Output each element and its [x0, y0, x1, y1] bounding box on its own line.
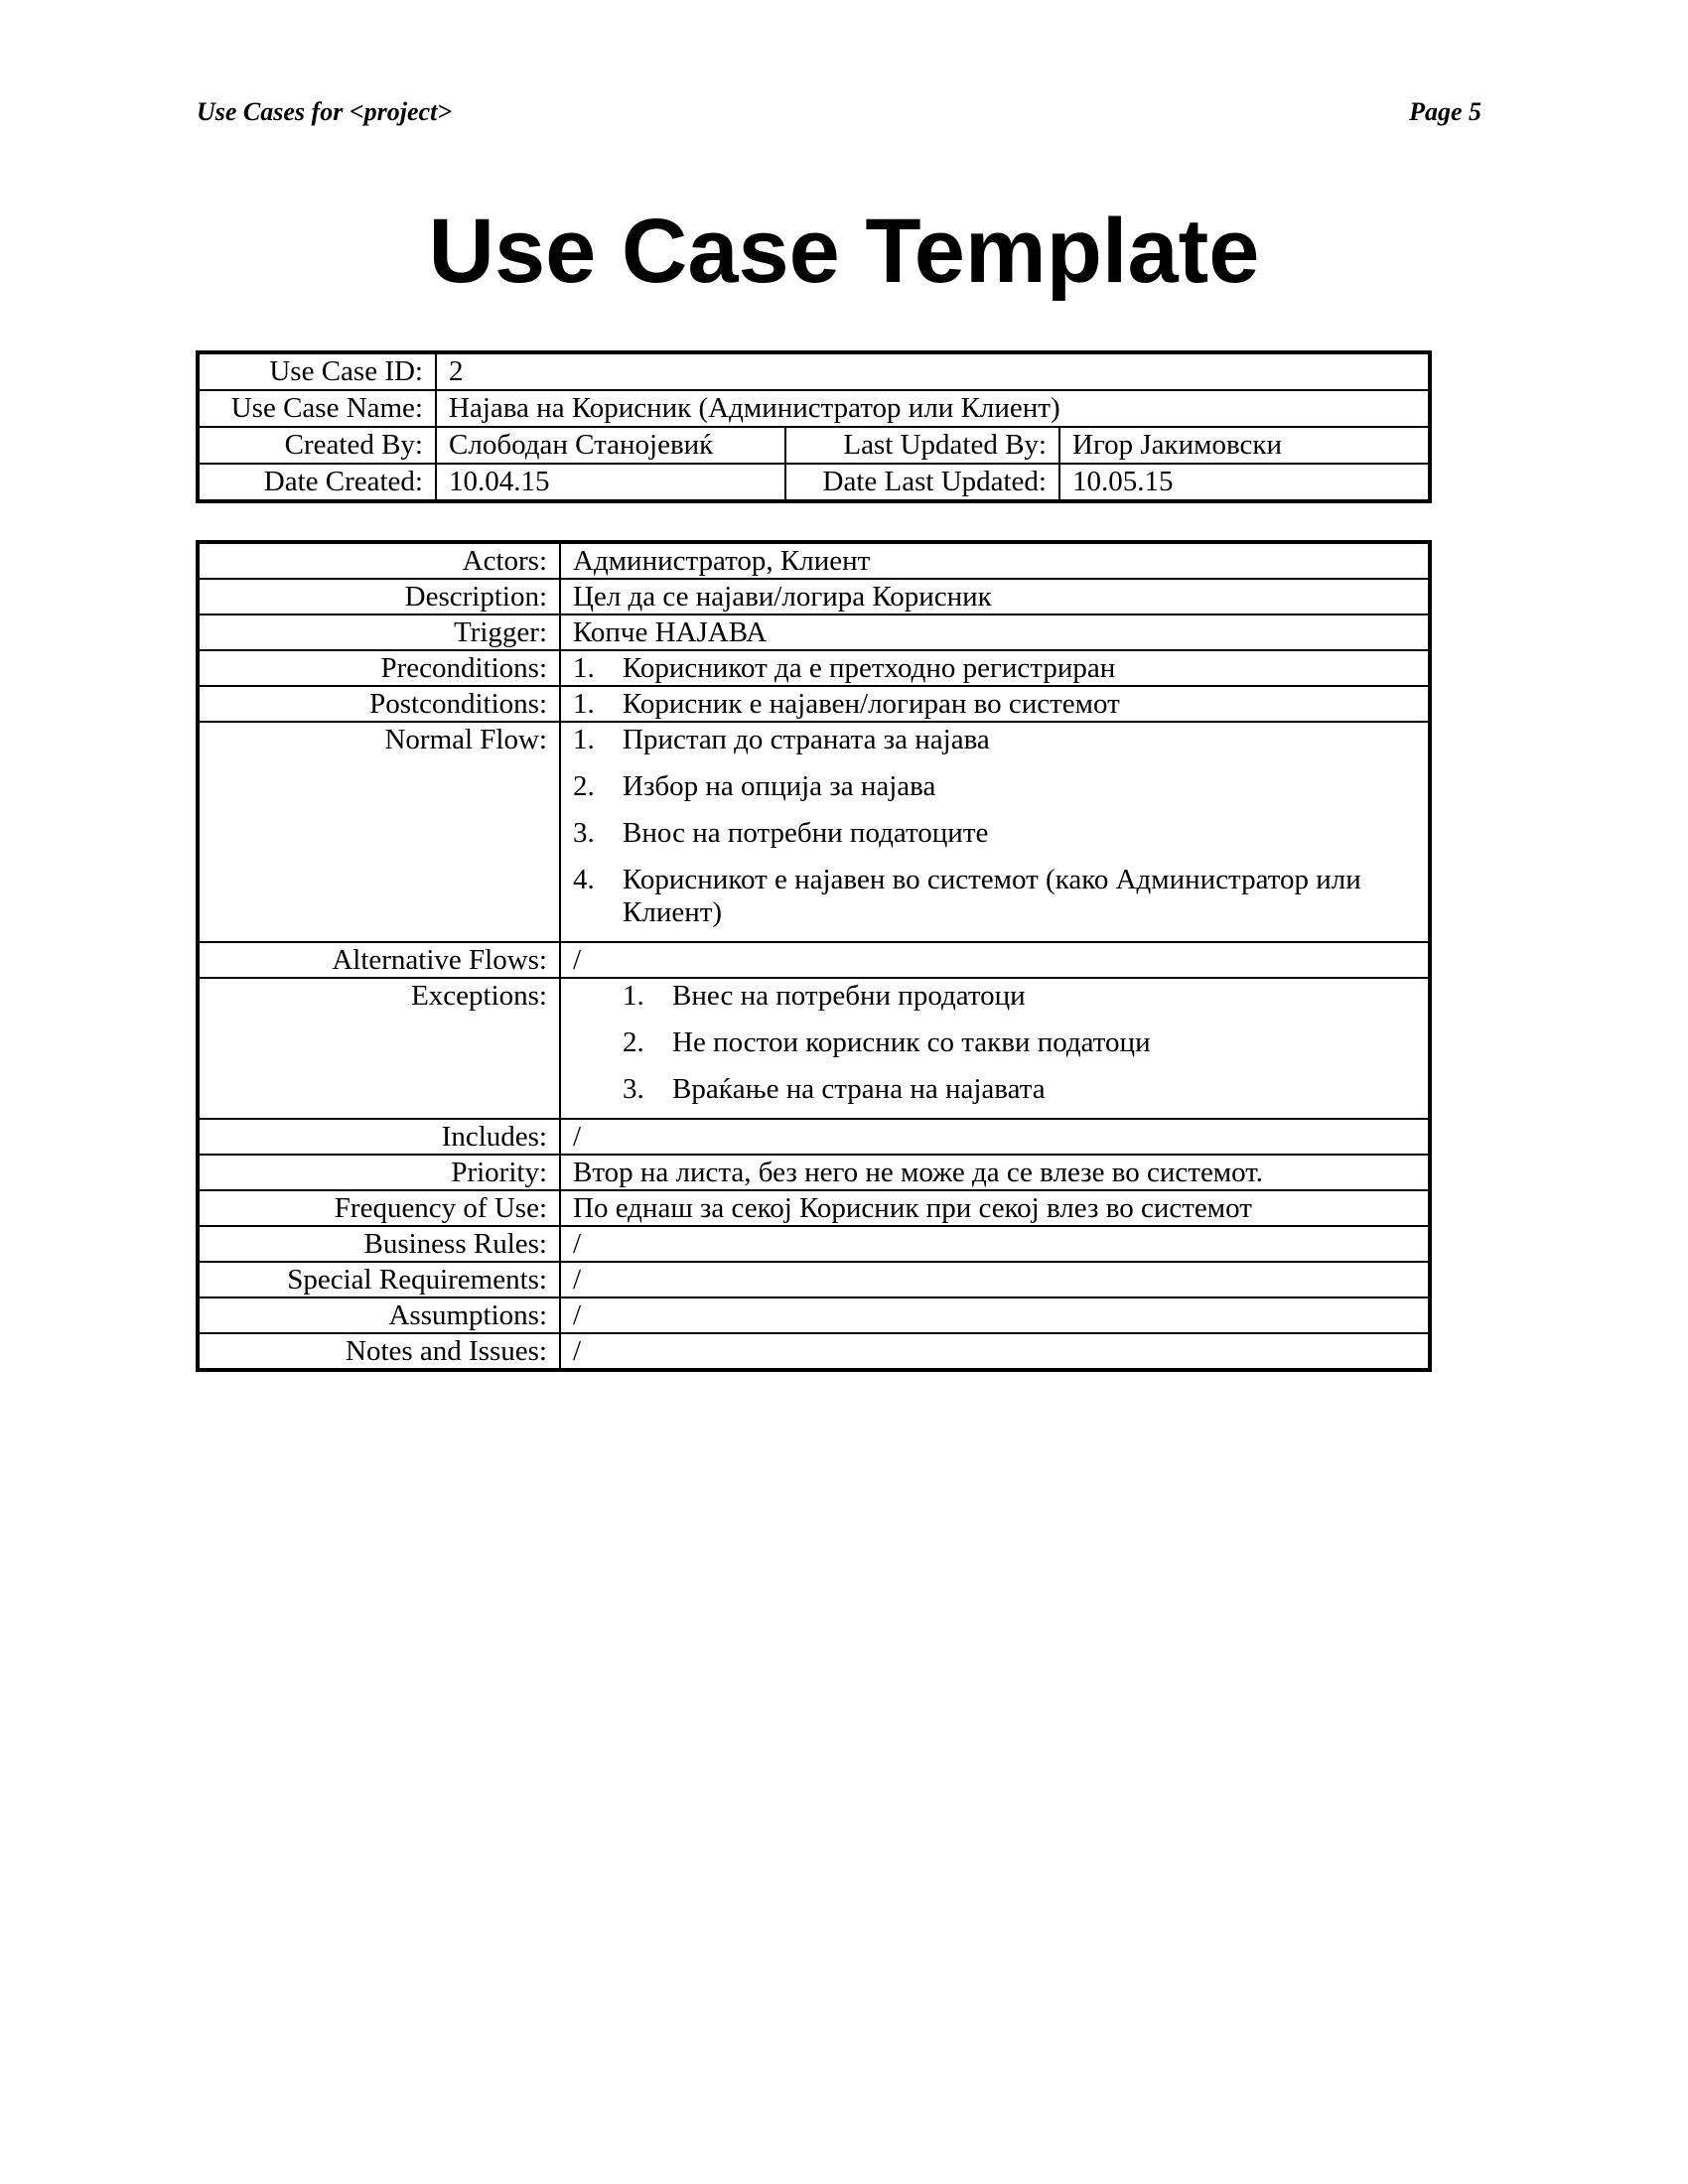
created-by-value: Слободан Станојевиќ: [436, 427, 785, 464]
list-item-text: Пристап до страната за најава: [623, 724, 990, 755]
list-item-number: 1.: [573, 724, 595, 755]
table-row: [198, 614, 1430, 650]
list-item-text: Корисникот е најавен во системот (како Администратор или Клиент): [623, 864, 1361, 928]
date-created-value: 10.04.15: [436, 464, 785, 501]
list-item: [573, 770, 1416, 803]
header-page-number: Page 5: [1409, 97, 1481, 126]
list-item: [623, 1026, 1416, 1059]
list-item-number: 1.: [573, 688, 595, 720]
table-row: [198, 427, 1430, 464]
business-rules-label: Business Rules:: [198, 1226, 560, 1262]
postconditions-label: Postconditions:: [198, 686, 560, 722]
table-row: [198, 1155, 1430, 1190]
postconditions-value: [560, 686, 1430, 722]
business-rules-value: /: [560, 1226, 1430, 1262]
table-row: [198, 686, 1430, 722]
list-item: [573, 864, 1416, 929]
notes-and-issues-value: /: [560, 1333, 1430, 1370]
list-item-number: 4.: [573, 864, 595, 895]
priority-value: Втор на листа, без него не може да се влезе во системот.: [560, 1155, 1430, 1190]
includes-label: Includes:: [198, 1119, 560, 1155]
list-item: [573, 688, 1416, 721]
table-row: [198, 1262, 1430, 1297]
table-row: [198, 352, 1430, 390]
table-row: [198, 390, 1430, 427]
trigger-value: Копче НАЈАВА: [560, 614, 1430, 650]
table-row: [198, 1190, 1430, 1226]
actors-value: Администратор, Клиент: [560, 542, 1430, 579]
table-row: [198, 650, 1430, 686]
date-last-updated-label: Date Last Updated:: [785, 464, 1059, 501]
frequency-of-use-label: Frequency of Use:: [198, 1190, 560, 1226]
list-item: [573, 652, 1416, 685]
normal-flow-value: [560, 722, 1430, 942]
date-created-label: Date Created:: [198, 464, 436, 501]
alternative-flows-label: Alternative Flows:: [198, 942, 560, 978]
list-item: [573, 724, 1416, 756]
frequency-of-use-value: По еднаш за секој Корисник при секој влез во системот: [560, 1190, 1430, 1226]
created-by-label: Created By:: [198, 427, 436, 464]
running-header: [197, 97, 1481, 137]
use-case-meta-table: [196, 350, 1432, 503]
list-item-text: Корисник е најавен/логиран во системот: [623, 688, 1120, 720]
preconditions-label: Preconditions:: [198, 650, 560, 686]
list-item-number: 1.: [573, 652, 595, 684]
use-case-name-label: Use Case Name:: [198, 390, 436, 427]
table-row: [198, 978, 1430, 1119]
list-item-text: Не постои корисник со такви податоци: [672, 1026, 1151, 1058]
priority-label: Priority:: [198, 1155, 560, 1190]
last-updated-by-value: Игор Јакимовски: [1059, 427, 1430, 464]
description-label: Description:: [198, 579, 560, 614]
date-last-updated-value: 10.05.15: [1059, 464, 1430, 501]
exceptions-list: [573, 980, 1416, 1106]
preconditions-value: [560, 650, 1430, 686]
use-case-name-value: Најава на Корисник (Администратор или Клиент): [436, 390, 1430, 427]
table-row: [198, 542, 1430, 579]
list-item-text: Корисникот да е претходно регистриран: [623, 652, 1116, 684]
list-item-text: Внес на потребни продатоци: [672, 980, 1026, 1012]
table-row: [198, 722, 1430, 942]
description-value: Цел да се најави/логира Корисник: [560, 579, 1430, 614]
trigger-label: Trigger:: [198, 614, 560, 650]
table-row: [198, 1119, 1430, 1155]
table-row: [198, 464, 1430, 501]
special-requirements-value: /: [560, 1262, 1430, 1297]
exceptions-value: [560, 978, 1430, 1119]
table-row: [198, 1297, 1430, 1333]
list-item-number: 2.: [573, 770, 595, 802]
use-case-id-value: 2: [436, 352, 1430, 390]
assumptions-label: Assumptions:: [198, 1297, 560, 1333]
use-case-id-label: Use Case ID:: [198, 352, 436, 390]
table-row: [198, 942, 1430, 978]
notes-and-issues-label: Notes and Issues:: [198, 1333, 560, 1370]
normal-flow-list: [573, 724, 1416, 929]
normal-flow-label: Normal Flow:: [198, 722, 560, 942]
list-item-number: 3.: [573, 817, 595, 849]
list-item-number: 2.: [623, 1026, 644, 1058]
exceptions-label: Exceptions:: [198, 978, 560, 1119]
header-document-title: Use Cases for <project>: [197, 97, 453, 126]
list-item-text: Враќање на страна на најавата: [672, 1073, 1046, 1105]
alternative-flows-value: /: [560, 942, 1430, 978]
table-row: [198, 1333, 1430, 1370]
includes-value: /: [560, 1119, 1430, 1155]
list-item: [623, 1073, 1416, 1106]
special-requirements-label: Special Requirements:: [198, 1262, 560, 1297]
use-case-details-table: [196, 540, 1432, 1372]
postconditions-list: [573, 688, 1416, 721]
page-title: Use Case Template: [428, 201, 1260, 302]
list-item: [623, 980, 1416, 1013]
actors-label: Actors:: [198, 542, 560, 579]
list-item: [573, 817, 1416, 850]
table-row: [198, 579, 1430, 614]
list-item-number: 3.: [623, 1073, 644, 1105]
list-item-number: 1.: [623, 980, 644, 1012]
table-row: [198, 1226, 1430, 1262]
assumptions-value: /: [560, 1297, 1430, 1333]
list-item-text: Внос на потребни податоците: [623, 817, 989, 849]
last-updated-by-label: Last Updated By:: [785, 427, 1059, 464]
preconditions-list: [573, 652, 1416, 685]
list-item-text: Избор на опција за најава: [623, 770, 936, 802]
